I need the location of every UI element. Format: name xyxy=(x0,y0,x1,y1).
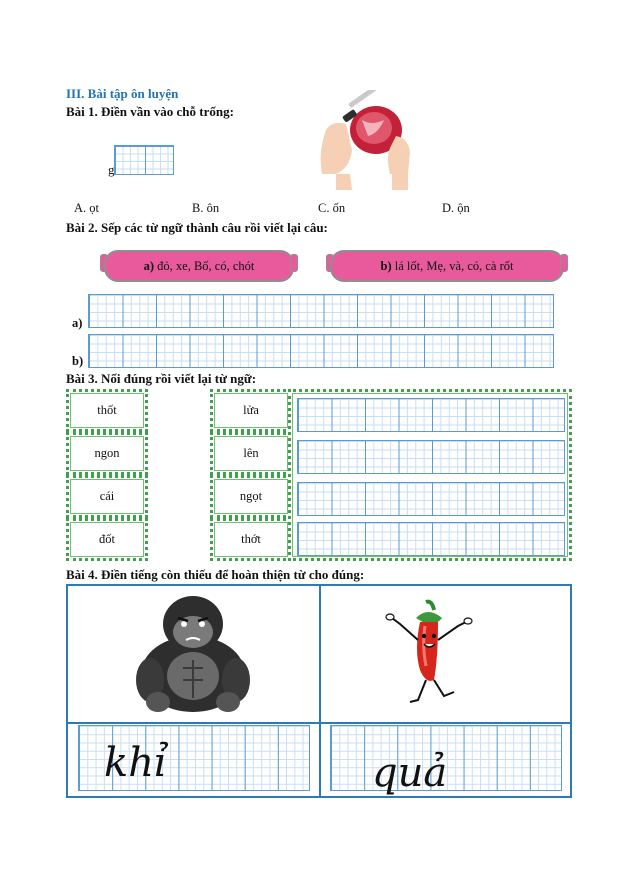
write-row-3[interactable] xyxy=(297,482,565,516)
option-d[interactable]: D. ộn xyxy=(442,201,470,215)
exercise-2-title: Bài 2. Sếp các từ ngữ thành câu rồi viết lại câu: xyxy=(66,220,328,235)
writing-area xyxy=(288,389,572,561)
right-word-3[interactable]: ngọt xyxy=(210,475,292,518)
pill-a-right-tab xyxy=(290,254,298,272)
word-card-a-words: đỏ, xe, Bố, có, chót xyxy=(157,259,255,273)
right-word-column xyxy=(210,389,292,561)
chili-pepper-image xyxy=(380,596,480,716)
right-word-1[interactable]: lửa xyxy=(210,389,292,432)
option-c[interactable]: C. ốn xyxy=(318,201,346,215)
word-card-b-words: lá lốt, Mẹ, và, có, cà rốt xyxy=(394,259,514,273)
cutting-meat-image xyxy=(312,90,422,190)
writing-row-a[interactable] xyxy=(88,294,554,328)
section-title: III. Bài tập ôn luyện xyxy=(66,86,179,101)
exercise-3-title: Bài 3. Nối đúng rồi viết lại từ ngữ: xyxy=(66,371,257,386)
write-row-4[interactable] xyxy=(297,522,565,556)
word-card-b-tag: b) xyxy=(380,259,392,273)
answer-grid[interactable] xyxy=(114,145,174,175)
word-card-a xyxy=(104,250,294,282)
exercise-4-title: Bài 4. Điền tiếng còn thiếu để hoàn thiện từ cho đúng: xyxy=(66,567,365,582)
left-word-1[interactable]: thốt xyxy=(66,389,148,432)
row-label-b: b) xyxy=(72,354,84,368)
left-word-3[interactable]: cái xyxy=(66,475,148,518)
writing-row-b[interactable] xyxy=(88,334,554,368)
table-divider-horizontal xyxy=(68,722,570,724)
exercise-4-table xyxy=(66,584,572,798)
right-word-2[interactable]: lên xyxy=(210,432,292,475)
prefix-letter: g xyxy=(108,162,115,177)
exercise-1-title: Bài 1. Điền vần vào chỗ trống: xyxy=(66,104,234,119)
left-word-column xyxy=(66,389,148,561)
left-word-2[interactable]: ngon xyxy=(66,432,148,475)
gorilla-image xyxy=(128,590,258,718)
option-b[interactable]: B. ôn xyxy=(192,201,220,215)
write-row-2[interactable] xyxy=(297,440,565,474)
write-row-1[interactable] xyxy=(297,398,565,432)
word-card-a-tag: a) xyxy=(143,259,155,273)
pill-b-right-tab xyxy=(560,254,568,272)
table-divider-vertical xyxy=(319,586,321,796)
left-word-4[interactable]: đốt xyxy=(66,518,148,561)
option-a[interactable]: A. ọt xyxy=(74,201,99,215)
handwritten-word-1: khỉ xyxy=(104,740,167,786)
word-card-b xyxy=(330,250,564,282)
row-label-a: a) xyxy=(72,316,83,330)
handwritten-word-2: quả xyxy=(372,750,448,796)
right-word-4[interactable]: thớt xyxy=(210,518,292,561)
